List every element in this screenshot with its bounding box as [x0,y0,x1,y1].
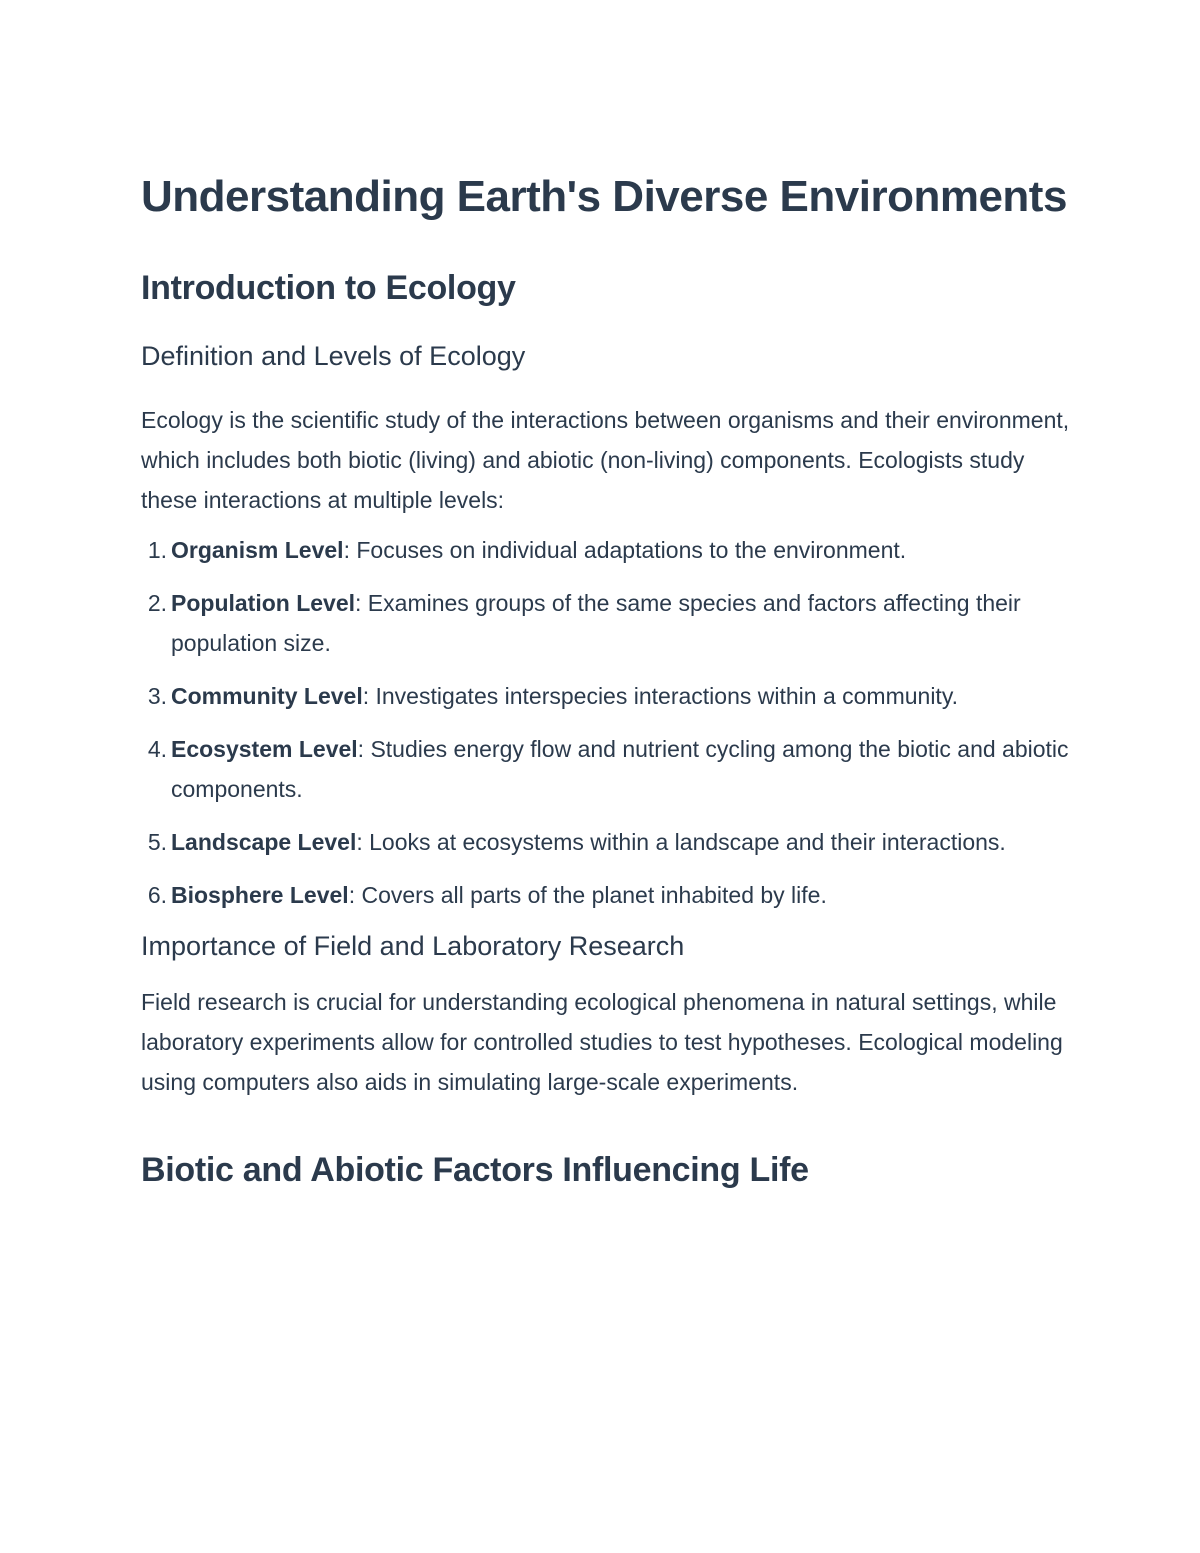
list-item-term: Landscape Level [171,829,357,855]
subsection-heading-research: Importance of Field and Laboratory Research [141,931,685,961]
list-item-text: : Looks at ecosystems within a landscape and their interactions. [356,829,1006,855]
page-title: Understanding Earth's Diverse Environments [141,172,1067,221]
list-item-text: : Investigates interspecies interactions within a community. [362,683,959,709]
list-item [147,729,1071,809]
list-item-number: 2. [147,590,167,616]
list-item-term: Biosphere Level [171,882,349,908]
section-heading-introduction: Introduction to Ecology [141,269,516,307]
list-item-term: Community Level [171,683,363,709]
list-item-term: Population Level [171,590,356,616]
document-page [141,166,1071,1192]
list-item-text: : Studies energy flow and nutrient cycling among the biotic and abiotic components. [171,736,1069,802]
list-item-term: Organism Level [171,537,344,563]
list-item-number: 5. [147,829,167,855]
list-item-number: 1. [147,537,167,563]
list-item-number: 4. [147,736,167,762]
list-item [147,583,1071,663]
definition-paragraph: Ecology is the scientific study of the interactions between organisms and their environment, which includes both biotic (living) and abiotic (non-living) components. Ecologists study these interactions at multiple levels: [141,407,1070,513]
list-item-text: : Focuses on individual adaptations to the environment. [343,537,907,563]
list-item-text: : Covers all parts of the planet inhabited by life. [348,882,827,908]
list-item-number: 3. [147,683,167,709]
list-item-term: Ecosystem Level [171,736,358,762]
list-item [147,822,1071,862]
list-item-number: 6. [147,882,167,908]
ecology-levels-list [141,530,1071,915]
list-item-text: : Examines groups of the same species and factors affecting their population size. [171,590,1021,656]
research-paragraph: Field research is crucial for understanding ecological phenomena in natural settings, while laboratory experiments allow for controlled studies to test hypotheses. Ecological modeling using computers also aids in simulating large-scale experiments. [141,989,1063,1095]
list-item [147,875,1071,915]
list-item [147,676,1071,716]
subsection-heading-definition: Definition and Levels of Ecology [141,341,526,371]
section-heading-factors: Biotic and Abiotic Factors Influencing Life [141,1151,809,1189]
list-item [147,530,1071,570]
